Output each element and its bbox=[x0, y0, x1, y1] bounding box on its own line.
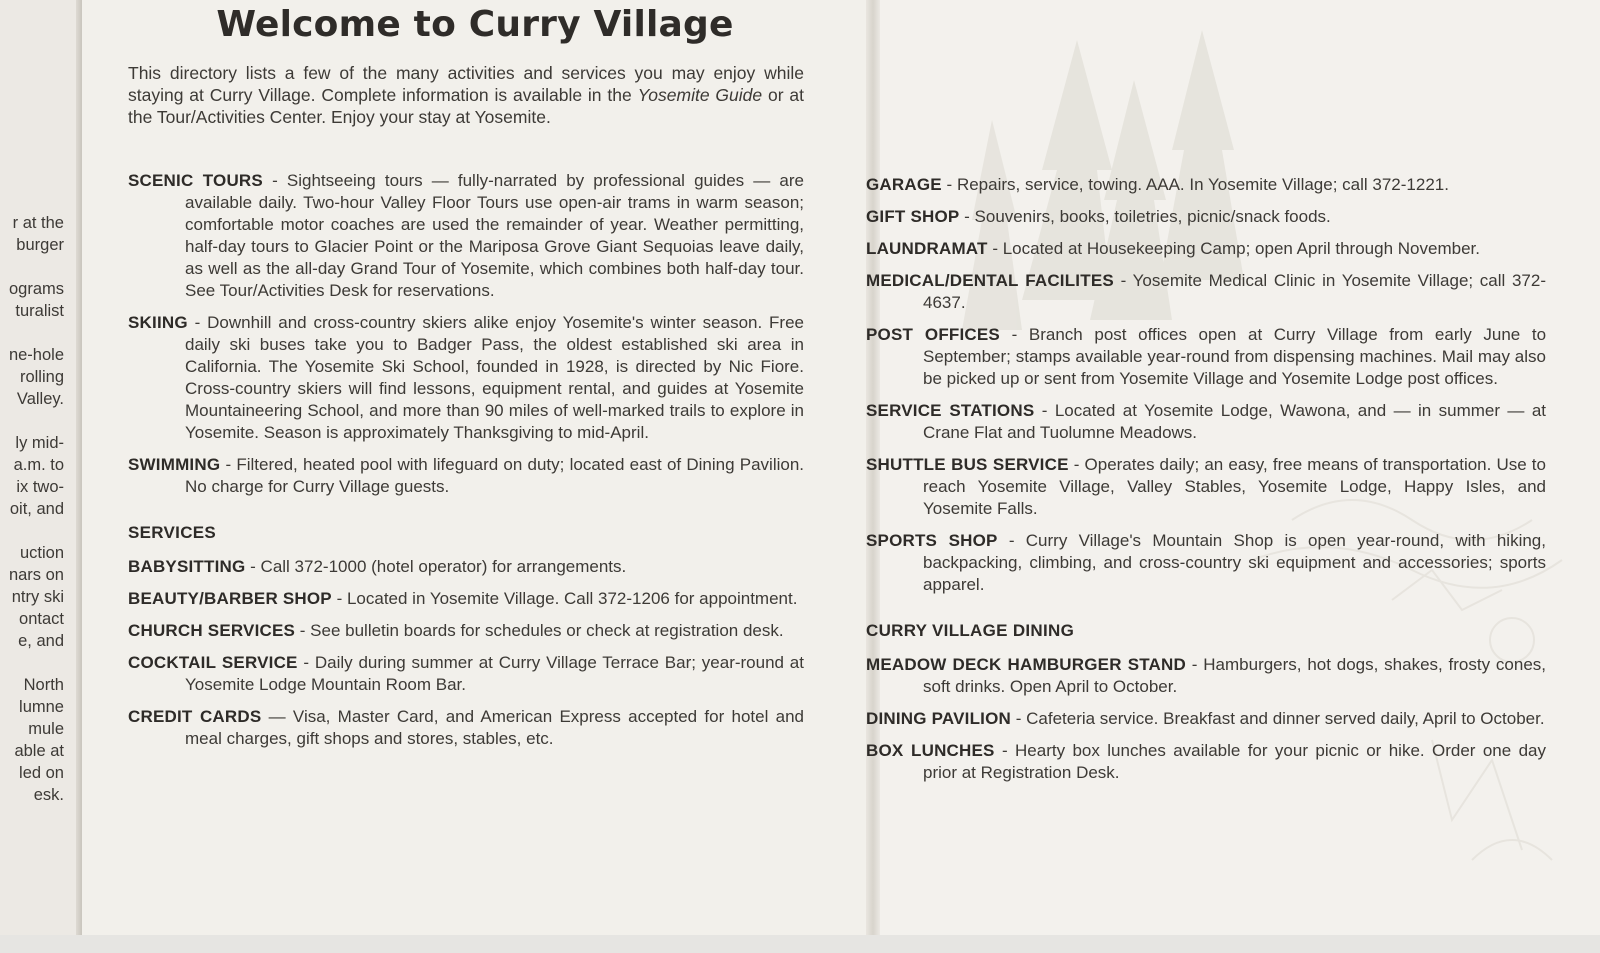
entry-shuttle-bus-service bbox=[866, 454, 1546, 520]
entry-description: Located at Housekeeping Camp; open April through November. bbox=[1002, 239, 1480, 258]
entry-separator: - bbox=[262, 171, 287, 190]
entry-term: GIFT SHOP bbox=[866, 207, 960, 226]
entry-term: MEDICAL/DENTAL FACILITES bbox=[866, 271, 1114, 290]
entry-medical-dental-facilites bbox=[866, 270, 1546, 314]
folded-text-fragment bbox=[0, 410, 64, 432]
folded-text-fragment: ne-hole bbox=[8, 346, 64, 364]
entry-separator: - bbox=[187, 313, 208, 332]
intro-text: This directory lists a few of the many activities and services you may enjoy while staying at Curry Village. Complete information is available in the bbox=[128, 63, 804, 105]
entry-separator: - bbox=[994, 741, 1016, 760]
entry-church-services bbox=[128, 620, 804, 642]
entry-description: Operates daily; an easy, free means of transportation. Use to reach Yosemite Village, Valley Stables, Yosemite Lodge, Happy Isles, and Yosemite Falls. bbox=[923, 455, 1546, 518]
entry-cocktail-service bbox=[128, 652, 804, 696]
folded-text-fragment: led on bbox=[19, 764, 64, 782]
folded-text-fragment: burger bbox=[16, 236, 64, 254]
folded-text-fragment: esk. bbox=[33, 786, 64, 804]
entry-term: CHURCH SERVICES bbox=[128, 621, 296, 640]
folded-text-fragment: ntry ski bbox=[11, 588, 64, 606]
folded-text-fragment: able at bbox=[14, 742, 64, 760]
folded-text-fragment: ix two- bbox=[16, 478, 64, 496]
entry-description: Filtered, heated pool with lifeguard on duty; located east of Dining Pavilion. No charge for Curry Village guests. bbox=[185, 455, 805, 496]
folded-text-fragment: Valley. bbox=[16, 390, 64, 408]
right-column bbox=[866, 174, 1546, 794]
entry-description: Souvenirs, books, toiletries, picnic/snack foods. bbox=[974, 207, 1331, 226]
folded-text-fragment bbox=[0, 652, 64, 674]
entry-separator: - bbox=[295, 621, 311, 640]
dining-list bbox=[866, 654, 1546, 784]
entry-separator: - bbox=[941, 175, 957, 194]
folded-text-fragment: ograms bbox=[8, 280, 64, 298]
page-title: Welcome to Curry Village bbox=[216, 4, 734, 45]
entry-separator: - bbox=[1068, 455, 1085, 474]
entry-swimming bbox=[128, 454, 804, 498]
entry-term: SWIMMING bbox=[128, 455, 221, 474]
folded-text-fragment bbox=[0, 322, 64, 344]
entry-term: BABYSITTING bbox=[128, 557, 246, 576]
entry-separator: - bbox=[1034, 401, 1055, 420]
entry-description: Downhill and cross-country skiers alike enjoy Yosemite's winter season. Free daily ski buses take you to Badger Pass, the oldest established ski area in California. The Yosemite Ski School, founded in 1928, is directed by Nic Fiore. Cross-country skiers will find lessons, equipment rental, and guides at Yosemite Mountaineering School, and more than 90 miles of well-marked trails to explore in Yosemite. Season is approximately Thanksgiving to mid-April. bbox=[185, 313, 805, 442]
entry-sports-shop bbox=[866, 530, 1546, 596]
entry-description: Daily during summer at Curry Village Terrace Bar; year-round at Yosemite Lodge Mountain Room Bar. bbox=[185, 653, 804, 694]
entry-separator: - bbox=[331, 589, 347, 608]
intro-text-end: or at the Tour/Activities Center. Enjoy your stay at Yosemite. bbox=[128, 85, 804, 127]
entry-separator: - bbox=[987, 239, 1003, 258]
entry-separator: - bbox=[1113, 271, 1133, 290]
entry-separator: - bbox=[959, 207, 975, 226]
entry-laundramat bbox=[866, 238, 1546, 260]
entry-term: SERVICE STATIONS bbox=[866, 401, 1035, 420]
folded-text-fragment: ontact bbox=[19, 610, 64, 628]
entry-post-offices bbox=[866, 324, 1546, 390]
folded-text-fragment: North bbox=[23, 676, 64, 694]
entry-term: BEAUTY/BARBER SHOP bbox=[128, 589, 332, 608]
entry-term: CREDIT CARDS bbox=[128, 707, 262, 726]
intro-guide-title: Yosemite Guide bbox=[637, 85, 763, 105]
folded-text-fragment: oit, and bbox=[9, 500, 64, 518]
entry-service-stations bbox=[866, 400, 1546, 444]
entry-term: POST OFFICES bbox=[866, 325, 1000, 344]
entry-description: Call 372-1000 (hotel operator) for arrangements. bbox=[260, 557, 627, 576]
entry-separator: - bbox=[297, 653, 315, 672]
intro-paragraph bbox=[128, 62, 804, 128]
entry-box-lunches bbox=[866, 740, 1546, 784]
entry-scenic-tours bbox=[128, 170, 804, 302]
folded-text-fragment: e, and bbox=[18, 632, 64, 650]
entry-credit-cards bbox=[128, 706, 804, 750]
folded-text-fragment: turalist bbox=[15, 302, 64, 320]
dining-heading: CURRY VILLAGE DINING bbox=[866, 621, 1075, 640]
activities-list bbox=[128, 170, 804, 498]
entry-dining-pavilion bbox=[866, 708, 1546, 730]
folded-text-fragment bbox=[0, 256, 64, 278]
entry-description: Repairs, service, towing. AAA. In Yosemite Village; call 372-1221. bbox=[956, 175, 1449, 194]
entry-term: SHUTTLE BUS SERVICE bbox=[866, 455, 1069, 474]
entry-term: SCENIC TOURS bbox=[128, 171, 263, 190]
folded-text-fragment: uction bbox=[19, 544, 64, 562]
entry-skiing bbox=[128, 312, 804, 444]
folded-text-fragment: mule bbox=[28, 720, 64, 738]
entry-term: MEADOW DECK HAMBURGER STAND bbox=[866, 655, 1186, 674]
left-folded-panel bbox=[0, 0, 82, 935]
entry-description: Cafeteria service. Breakfast and dinner served daily, April to October. bbox=[1026, 709, 1545, 728]
entry-separator: - bbox=[997, 531, 1026, 550]
entry-description: Visa, Master Card, and American Express accepted for hotel and meal charges, gift shops and stores, stables, etc. bbox=[185, 707, 804, 748]
entry-term: BOX LUNCHES bbox=[866, 741, 995, 760]
entry-term: SPORTS SHOP bbox=[866, 531, 998, 550]
entry-babysitting bbox=[128, 556, 804, 578]
entry-description: Hamburgers, hot dogs, shakes, frosty cones, soft drinks. Open April to October. bbox=[923, 655, 1546, 696]
entry-separator: - bbox=[220, 455, 237, 474]
folded-text-fragment: r at the bbox=[12, 214, 64, 232]
services-list-continued bbox=[866, 174, 1546, 596]
entry-separator: - bbox=[1011, 709, 1027, 728]
folded-text-fragment: rolling bbox=[19, 368, 64, 386]
entry-term: COCKTAIL SERVICE bbox=[128, 653, 298, 672]
scan-bottom-margin bbox=[0, 935, 1600, 953]
entry-term: DINING PAVILION bbox=[866, 709, 1011, 728]
entry-meadow-deck-hamburger-stand bbox=[866, 654, 1546, 698]
entry-garage bbox=[866, 174, 1546, 196]
folded-text-fragment: nars on bbox=[8, 566, 64, 584]
entry-description: Sightseeing tours — fully-narrated by professional guides — are available daily. Two-hour Valley Floor Tours use open-air trams in warm season; comfortable motor coaches are used the remainder of year. Weather permitting, half-day tours to Glacier Point or the Mariposa Grove Giant Sequoias leave daily, as well as the all-day Grand Tour of Yosemite, which combines both half-day tour. See Tour/Activities Desk for reservations. bbox=[185, 171, 804, 300]
folded-panel-text bbox=[0, 212, 64, 806]
entry-term: GARAGE bbox=[866, 175, 942, 194]
folded-text-fragment: a.m. to bbox=[13, 456, 64, 474]
services-list bbox=[128, 556, 804, 750]
entry-separator: - bbox=[245, 557, 261, 576]
folded-text-fragment: ly mid- bbox=[15, 434, 64, 452]
entry-description: See bulletin boards for schedules or check at registration desk. bbox=[310, 621, 784, 640]
entry-term: SKIING bbox=[128, 313, 188, 332]
entry-description: Curry Village's Mountain Shop is open year-round, with hiking, backpacking, climbing, and cross-country ski equipment and accessories; sports apparel. bbox=[923, 531, 1546, 594]
entry-description: Branch post offices open at Curry Village from early June to September; stamps available year-round from dispensing machines. Mail may also be picked up or sent from Yosemite Village and Yosemite Lodge post offices. bbox=[923, 325, 1547, 388]
entry-separator: - bbox=[999, 325, 1029, 344]
entry-description: Yosemite Medical Clinic in Yosemite Village; call 372-4637. bbox=[923, 271, 1547, 312]
entry-gift-shop bbox=[866, 206, 1546, 228]
entry-description: Located in Yosemite Village. Call 372-1206 for appointment. bbox=[346, 589, 798, 608]
entry-description: Located at Yosemite Lodge, Wawona, and — in summer — at Crane Flat and Tuolumne Meadows. bbox=[923, 401, 1547, 442]
left-column bbox=[128, 170, 804, 760]
entry-separator: - bbox=[1185, 655, 1204, 674]
entry-separator: — bbox=[261, 707, 293, 726]
entry-beauty-barber-shop bbox=[128, 588, 804, 610]
folded-text-fragment: lumne bbox=[19, 698, 64, 716]
entry-term: LAUNDRAMAT bbox=[866, 239, 988, 258]
entry-description: Hearty box lunches available for your picnic or hike. Order one day prior at Registration Desk. bbox=[923, 741, 1546, 782]
folded-text-fragment bbox=[0, 520, 64, 542]
services-heading: SERVICES bbox=[128, 523, 217, 542]
